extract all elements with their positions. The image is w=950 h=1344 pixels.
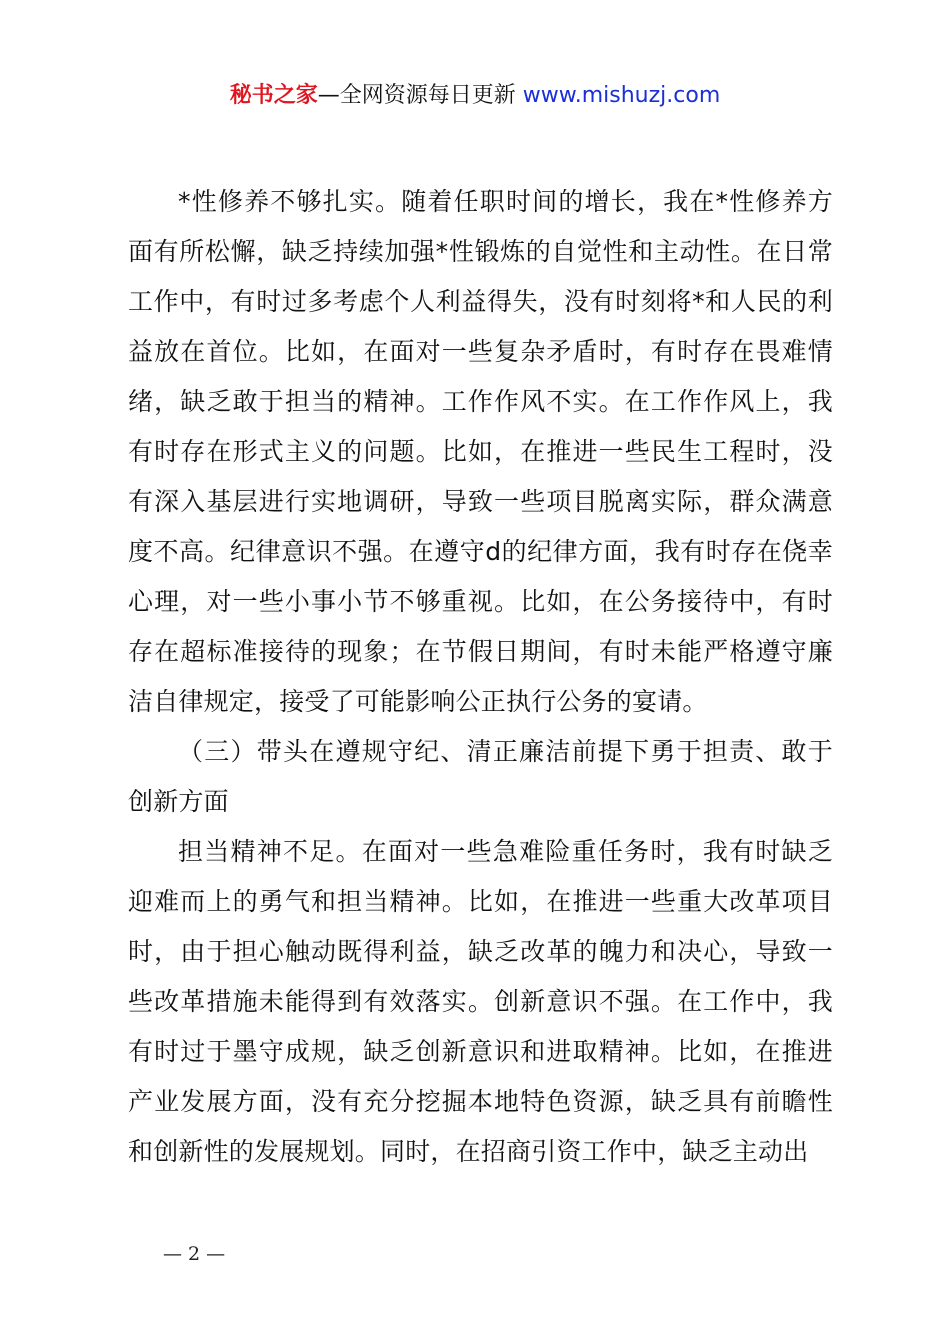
paragraph-character-cultivation: *性修养不够扎实。随着任职时间的增长，我在*性修养方面有所松懈，缺乏持续加强*性锻炼的自觉性和主动性。在日常工作中，有时过多考虑个人利益得失，没有时刻将*和人民的利益放在首位。比如，在面对一些复杂矛盾时，有时存在畏难情绪，缺乏敢于担当的精神。工作作风不实。在工作作风上，我有时存在形式主义的问题。比如，在推进一些民生工程时，没有深入基层进行实地调研，导致一些项目脱离实际，群众满意度不高。纪律意识不强。在遵守d的纪律方面，我有时存在侥幸心理，对一些小事小节不够重视。比如，在公务接待中，有时存在超标准接待的现象；在节假日期间，有时未能严格遵守廉洁自律规定，接受了可能影响公正执行公务的宴请。: [128, 187, 833, 716]
header-slogan: —全网资源每日更新: [317, 83, 516, 108]
site-header: [0, 80, 950, 112]
paragraph-responsibility-innovation: 担当精神不足。在面对一些急难险重任务时，我有时缺乏迎难而上的勇气和担当精神。比如，在推进一些重大改革项目时，由于担心触动既得利益，缺乏改革的魄力和决心，导致一些改革措施未能得到有效落实。创新意识不强。在工作中，我有时过于墨守成规，缺乏创新意识和进取精神。比如，在推进产业发展方面，没有充分挖掘本地特色资源，缺乏具有前瞻性和创新性的发展规划。同时，在招商引资工作中，缺乏主动出: [128, 837, 833, 1166]
brand-name: 秘书之家: [229, 83, 318, 108]
page-number: — 2 —: [163, 1243, 226, 1265]
site-url-link[interactable]: www.mishuzj.com: [522, 83, 721, 108]
document-body: [128, 177, 833, 1177]
section-heading-3: （三）带头在遵规守纪、清正廉洁前提下勇于担责、敢于创新方面: [128, 737, 833, 816]
